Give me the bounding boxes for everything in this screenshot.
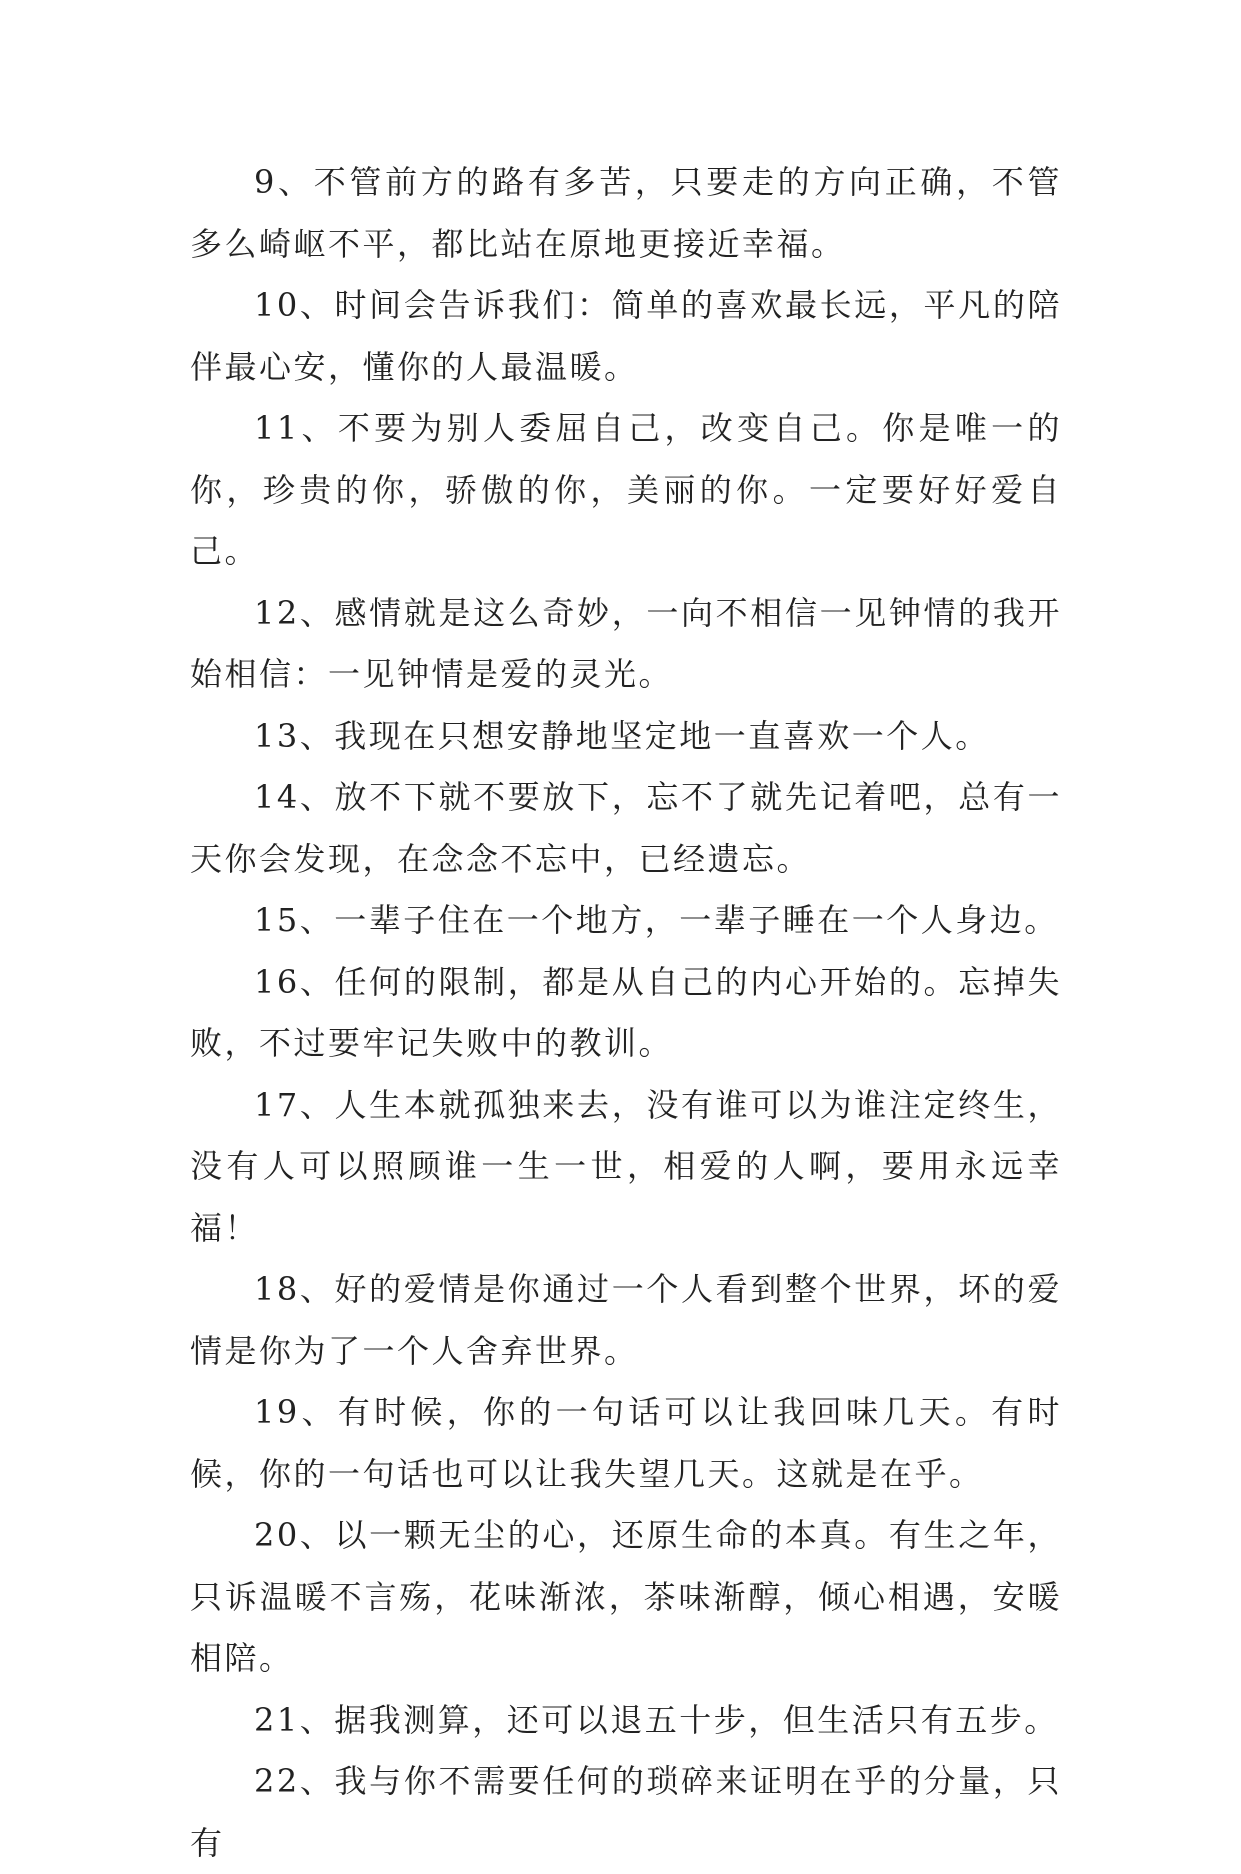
- paragraph-19: 19、有时候，你的一句话可以让我回味几天。有时候，你的一句话也可以让我失望几天。这就是在乎。: [190, 1393, 1062, 1493]
- paragraph-16: 16、任何的限制，都是从自己的内心开始的。忘掉失败，不过要牢记失败中的教训。: [190, 962, 1062, 1062]
- paragraph-10: 10、时间会告诉我们：简单的喜欢最长远，平凡的陪伴最心安，懂你的人最温暖。: [190, 286, 1062, 386]
- paragraph-9: 9、不管前方的路有多苦，只要走的方向正确，不管多么崎岖不平，都比站在原地更接近幸福。: [190, 163, 1062, 263]
- paragraph-17: 17、人生本就孤独来去，没有谁可以为谁注定终生，没有人可以照顾谁一生一世，相爱的人啊，要用永远幸福！: [190, 1085, 1062, 1247]
- paragraph-20: 20、以一颗无尘的心，还原生命的本真。有生之年，只诉温暖不言殇，花味渐浓，茶味渐醇，倾心相遇，安暖相陪。: [190, 1516, 1062, 1677]
- paragraph-12: 12、感情就是这么奇妙，一向不相信一见钟情的我开始相信：一见钟情是爱的灵光。: [190, 593, 1062, 693]
- paragraph-18: 18、好的爱情是你通过一个人看到整个世界，坏的爱情是你为了一个人舍弃世界。: [190, 1270, 1062, 1370]
- paragraph-21: 21、据我测算，还可以退五十步，但生活只有五步。: [254, 1700, 1059, 1739]
- paragraph-11: 11、不要为别人委屈自己，改变自己。你是唯一的你，珍贵的你，骄傲的你，美丽的你。一定要好好爱自己。: [190, 409, 1062, 570]
- paragraph-22: 22、我与你不需要任何的琐碎来证明在乎的分量，只有: [190, 1762, 1062, 1862]
- paragraph-15: 15、一辈子住在一个地方，一辈子睡在一个人身边。: [254, 901, 1059, 939]
- document-body: [190, 152, 1062, 1874]
- paragraph-14: 14、放不下就不要放下，忘不了就先记着吧，总有一天你会发现，在念念不忘中，已经遗忘。: [190, 778, 1062, 878]
- paragraph-13: 13、我现在只想安静地坚定地一直喜欢一个人。: [254, 716, 990, 755]
